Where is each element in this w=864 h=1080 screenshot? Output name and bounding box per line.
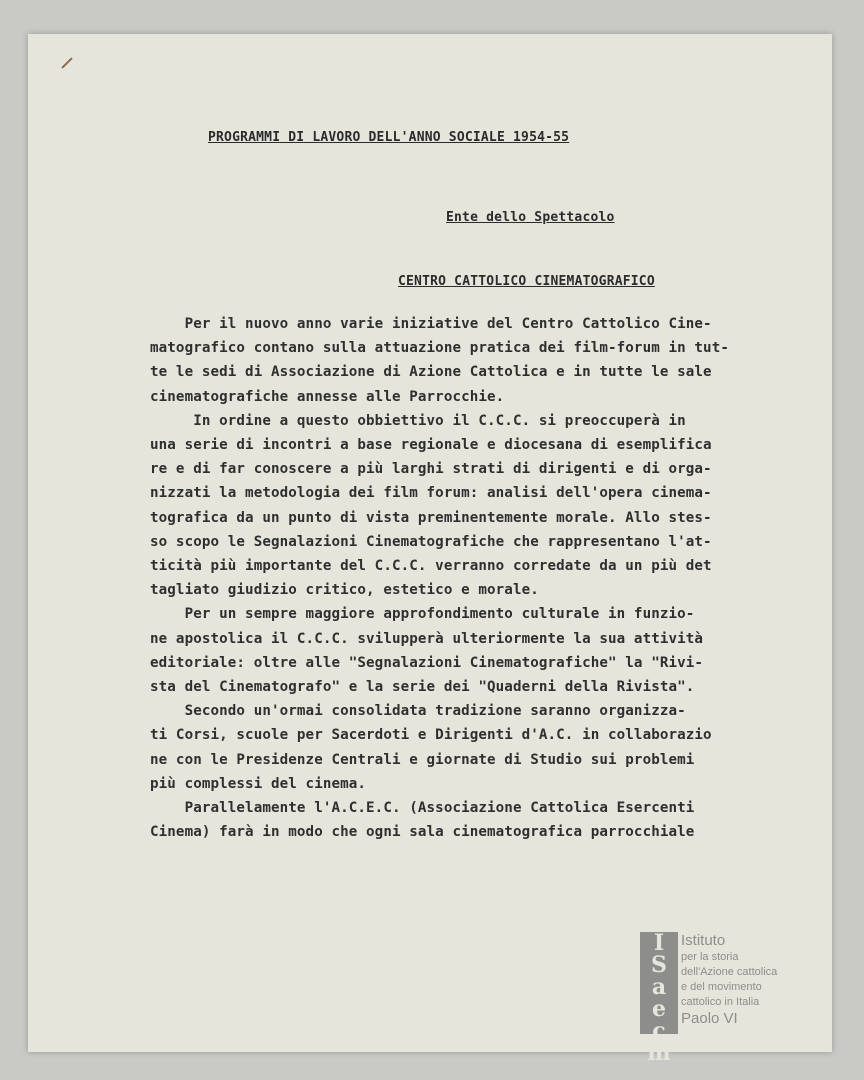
text-line: ne apostolica il C.C.C. svilupperà ulteriormente la sua attività (150, 630, 704, 647)
watermark-text: Istituto per la storia dell'Azione cattolica e del movimento cattolico in Italia Paolo VI (681, 932, 778, 1027)
text-line: una serie di incontri a base regionale e diocesana di esemplifica (150, 437, 712, 453)
isacem-logo-icon: I S a e c m (640, 932, 678, 1034)
text-line: più complessi del cinema. (150, 775, 367, 792)
text-line: tografica da un punto di vista preminentemente morale. Allo stes- (150, 509, 712, 526)
text-line: ne con le Presidenze Centrali e giornate di Studio sui problemi (150, 751, 695, 768)
archive-watermark-logo (640, 930, 800, 1066)
text-line: Parallelamente l'A.C.E.C. (Associazione Cattolica Esercenti (150, 800, 695, 816)
text-line: ticità più importante del C.C.C. verranno corredate da un più det (150, 558, 712, 574)
text-line: sta del Cinematografo" e la serie dei "Quaderni della Rivista". (150, 679, 695, 695)
text-line: te le sedi di Associazione di Azione Cattolica e in tutte le sale (150, 364, 712, 381)
text-line: Per il nuovo anno varie iniziative del Centro Cattolico Cine- (150, 316, 712, 332)
text-line: tagliato giudizio critico, estetico e morale. (150, 582, 539, 599)
text-line: re e di far conoscere a più larghi strati di dirigenti e di orga- (150, 461, 712, 478)
text-line: Cinema) farà in modo che ogni sala cinematografica parrocchiale (150, 824, 695, 841)
section-heading: CENTRO CATTOLICO CINEMATOGRAFICO (398, 274, 655, 289)
text-line: matografico contano sulla attuazione pratica dei film-forum in tut- (150, 340, 729, 357)
document-subtitle: Ente dello Spettacolo (446, 210, 615, 225)
text-line: Secondo un'ormai consolidata tradizione saranno organizza- (150, 703, 686, 720)
text-line: so scopo le Segnalazioni Cinematografiche che rappresentano l'at- (150, 533, 712, 550)
text-line: In ordine a questo obbiettivo il C.C.C. si preoccuperà in (150, 412, 686, 429)
text-line: ti Corsi, scuole per Sacerdoti e Dirigenti d'A.C. in collaborazio (150, 727, 712, 744)
text-line: nizzati la metodologia dei film forum: analisi dell'opera cinema- (150, 485, 712, 502)
text-line: Per un sempre maggiore approfondimento culturale in funzio- (150, 606, 695, 623)
document-title: PROGRAMMI DI LAVORO DELL'ANNO SOCIALE 1954-55 (208, 130, 570, 145)
text-line: cinematografiche annesse alle Parrocchie. (150, 388, 505, 405)
text-line: editoriale: oltre alle "Segnalazioni Cinematografiche" la "Rivi- (150, 654, 704, 671)
